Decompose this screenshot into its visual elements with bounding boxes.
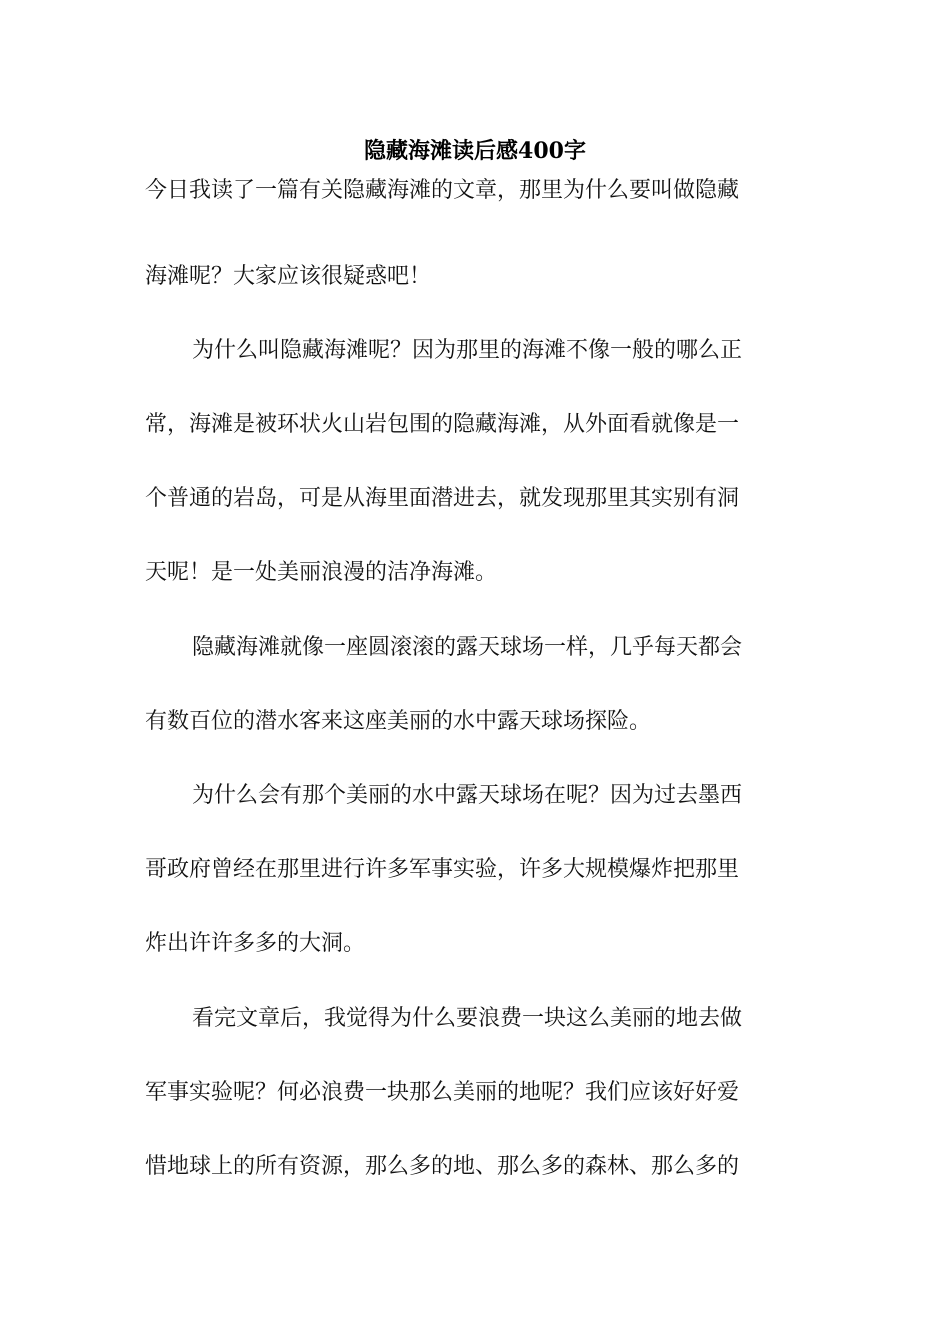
text-line-4: 常，海滩是被环状火山岩包围的隐藏海滩，从外面看就像是一: [145, 412, 740, 437]
text-line-3: 为什么叫隐藏海滩呢？因为那里的海滩不像一般的哪么正: [192, 338, 743, 363]
text-line-13: 军事实验呢？何必浪费一块那么美丽的地呢？我们应该好好爱: [145, 1080, 740, 1105]
text-line-8: 有数百位的潜水客来这座美丽的水中露天球场探险。: [145, 709, 652, 734]
text-line-7: 隐藏海滩就像一座圆滚滚的露天球场一样，几乎每天都会: [192, 635, 743, 660]
document-title: 隐藏海滩读后感400字: [364, 138, 586, 164]
text-line-1: 今日我读了一篇有关隐藏海滩的文章，那里为什么要叫做隐藏: [145, 178, 740, 203]
text-line-12: 看完文章后，我觉得为什么要浪费一块这么美丽的地去做: [192, 1006, 743, 1031]
text-line-9: 为什么会有那个美丽的水中露天球场在呢？因为过去墨西: [192, 783, 743, 808]
text-line-11: 炸出许许多多的大洞。: [145, 931, 366, 956]
text-line-10: 哥政府曾经在那里进行许多军事实验，许多大规模爆炸把那里: [145, 857, 740, 882]
text-line-6: 天呢！是一处美丽浪漫的洁净海滩。: [145, 560, 498, 585]
text-line-2: 海滩呢？大家应该很疑惑吧！: [145, 264, 432, 289]
text-line-5: 个普通的岩岛，可是从海里面潜进去，就发现那里其实别有洞: [145, 486, 740, 511]
text-line-14: 惜地球上的所有资源，那么多的地、那么多的森林、那么多的: [145, 1154, 740, 1179]
